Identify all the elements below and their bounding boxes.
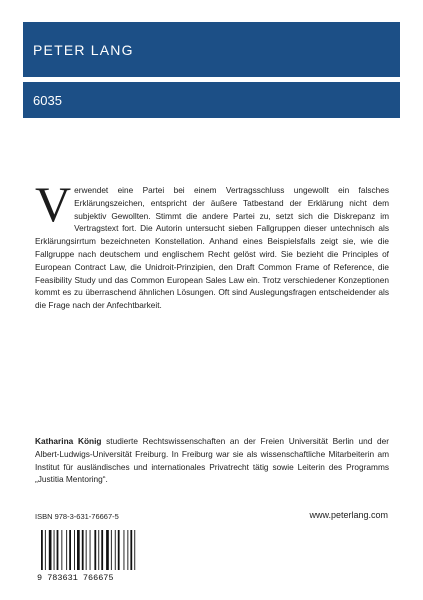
abstract-text: erwendet eine Partei bei einem Vertragsschluss ungewollt ein falsches Erklärungszeichen, entspricht der äußere Tatbestand der Erklärung nicht dem subjektiv Gewollten. Stimmt die andere Partei zu, setzt sich die Diskrepanz im Vertragstext fort. Die Autorin untersucht sieben Fallgruppen dieser untechnisch als Erklärungsirrtum bezeichneten Konstellation. Anhand eines Beispielsfalls zeigt sie, wie die Fallgruppe nach deutschem und englischem Recht gelöst wird. Sie bezieht die Principles of European Contract Law, die Unidroit-Prinzipien, den Draft Common Frame of Reference, die Feasibility Study und das Common European Sales Law ein. Trotz verschiedener Konzeptionen kommt es zu überraschend ähnlichen Lösungen. Oft sind Auslegungsfragen entscheidender als die Frage nach der Anfechtbarkeit. [35,185,389,311]
isbn-barcode [35,528,139,582]
barcode-bar [130,530,132,570]
barcode-bar [57,530,59,570]
drop-cap: V [35,176,72,232]
barcode-bar [115,530,116,570]
barcode-digits: 9 783631 766675 [37,573,114,582]
book-abstract [35,176,389,312]
barcode-bar [134,530,135,570]
isbn: ISBN 978-3-631-76667-5 [35,512,119,521]
barcode-bar [124,530,125,570]
author-bio-text: studierte Rechtswissenschaften an der Freien Universität Berlin und der Albert-Ludwigs-Universität Freiburg. In Freiburg war sie als wissenschaftliche Mitarbeiterin am Institut für ausländisches und internationales Privatrecht tätig sowie Leiterin des Programms „Justitia Mentoring“. [35,436,390,485]
series-number: 6035 [33,93,62,108]
barcode-bar [69,530,71,570]
author-bio [35,435,389,486]
barcode-bar [49,530,52,570]
barcode-bar [98,530,99,570]
barcode-bar [74,530,75,570]
barcode-image [35,528,139,582]
barcode-bar [127,530,128,570]
barcode-bar [90,530,91,570]
series-band [23,82,400,118]
publisher-url[interactable]: www.peterlang.com [309,510,388,520]
barcode-bar [118,530,120,570]
barcode-bar [106,530,109,570]
publisher-name: PETER LANG [33,42,134,58]
author-name: Katharina König [35,436,102,446]
barcode-bar [86,530,87,570]
barcode-bar [82,530,84,570]
barcode-bar [61,530,62,570]
barcode-bar [111,530,112,570]
barcode-bar [77,530,80,570]
barcode-bar [101,530,103,570]
barcode-bar [66,530,67,570]
barcode-bar [41,530,43,570]
publisher-band [23,22,400,77]
barcode-bar [45,530,46,570]
barcode-bar [94,530,96,570]
barcode-bar [54,530,55,570]
